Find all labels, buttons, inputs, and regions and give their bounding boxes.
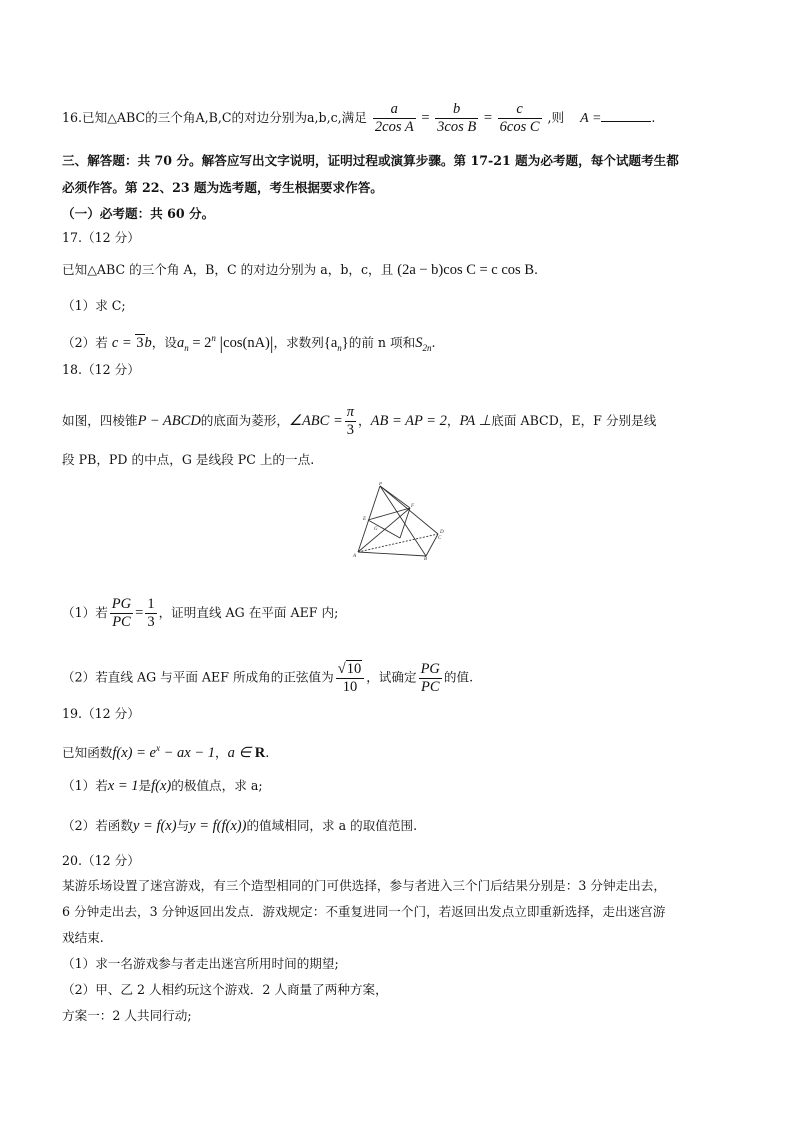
q18-pi-fraction: $\frac{\pi}{3}$: [346, 404, 355, 438]
q20-part1: （1）求一名游戏参与者走出迷宫所用时间的期望;: [62, 956, 339, 971]
section3-part1: （一）必考题：共 60 分。: [62, 206, 215, 221]
q17-header: 17.（12 分）: [62, 230, 140, 245]
q16-suffix: ,则: [547, 110, 565, 125]
q18-pg-pc-fraction: $\frac{PG}{PC}$: [111, 596, 132, 630]
q18-line2: 段 PB，PD 的中点，G 是线段 PC 上的一点.: [62, 452, 315, 467]
q17-stem: 已知△ABC 的三个角 A，B，C 的对边分别为 a，b，c，且 (2a − b)cos C = c cos B.: [62, 262, 539, 278]
q16-answer-label: A =: [580, 111, 602, 126]
q16-line: 16.已知△ABC的三个角A,B,C的对边分别为a,b,c,满足 $\frac{a}{\text{2cos A}}$ = $\frac{b}{\text{3cos B}}$ = $\frac{c}{\text{6cos C}}$ ,则 A = .: [62, 101, 656, 135]
edge-eg: [368, 520, 400, 538]
section3-line1: 三、解答题：共 70 分。解答应写出文字说明，证明过程或演算步骤。第 17-21 题为必考题，每个试题考生都: [62, 153, 679, 168]
label-b: B: [424, 557, 428, 560]
label-g: G: [374, 527, 378, 532]
label-d: D: [440, 530, 444, 535]
label-p: P: [379, 482, 383, 487]
pyramid-figure: [352, 482, 448, 560]
label-a: A: [353, 554, 357, 559]
edge-pa: [358, 486, 380, 552]
label-c: C: [438, 536, 442, 541]
q20-line2: 6 分钟走出去，3 分钟返回出发点．游戏规定：不重复进同一个门，若返回出发点立即重新选择，走出迷宫游: [62, 904, 666, 919]
q20-part2: （2）甲、乙 2 人相约玩这个游戏．2 人商量了两种方案，: [62, 982, 388, 997]
section3-line2: 必须作答。第 22、23 题为选考题，考生根据要求作答。: [62, 180, 383, 195]
label-e: E: [363, 517, 367, 522]
q17-part1: （1）求 C;: [62, 298, 126, 313]
q18-part2: （2）若直线 AG 与平面 AEF 所成角的正弦值为 $\frac{√10}{10}$ ，试确定 $\frac{PG}{PC}$ 的值.: [62, 660, 474, 695]
q17-part2: （2）若 c = 3b，设$a_n = 2^n$ |cos(nA)|，求数列$\{a_n\}$的前 n 项和$S_{2n}$.: [62, 332, 436, 353]
q19-part1: （1）若x = 1是f(x)的极值点，求 a;: [62, 778, 263, 794]
q18-line1: 如图，四棱锥P − ABCD的底面为菱形，∠ABC = $\frac{\pi}{3}$ ，AB = AP = 2，PA ⊥底面 ABCD，E，F 分别是线: [62, 404, 657, 438]
q16-fraction-1: $\frac{a}{\text{2cos A}}$: [374, 101, 414, 135]
q20-header: 20.（12 分）: [62, 853, 140, 868]
label-f: F: [411, 504, 415, 509]
q16-answer-blank: [601, 109, 651, 122]
q18-header: 18.（12 分）: [62, 362, 140, 377]
q16-prefix: 16.已知△ABC的三个角A,B,C的对边分别为a,b,c,满足: [62, 110, 367, 125]
edge-ab: [358, 552, 426, 556]
q20-line3: 戏结束.: [62, 930, 104, 945]
edge-bd: [426, 534, 438, 556]
q18-sqrt10-fraction: $\frac{√10}{10}$: [336, 660, 364, 696]
q17-sqrt: 3: [136, 334, 144, 351]
q18-part1: （1）若 $\frac{PG}{PC}$ = $\frac{1}{3}$ ，证明直线 AG 在平面 AEF 内;: [62, 596, 339, 630]
q19-stem: 已知函数$f(x) = e^x$ − ax − 1，a ∈ R.: [62, 743, 270, 761]
q16-fraction-2: $\frac{b}{\text{3cos B}}$: [437, 101, 477, 135]
q16-fraction-3: $\frac{c}{\text{6cos C}}$: [499, 101, 540, 135]
q17-stem-formula: (2a − b)cos C = c cos B: [397, 262, 534, 278]
edge-ef: [368, 508, 410, 520]
q20-line1: 某游乐场设置了迷宫游戏，有三个造型相同的门可供选择，参与者进入三个门后结果分别是：3 分钟走出去，: [62, 878, 666, 893]
q18-one-third: $\frac{1}{3}$: [147, 596, 155, 630]
q19-header: 19.（12 分）: [62, 706, 140, 721]
q20-plan1: 方案一：2 人共同行动;: [62, 1008, 192, 1023]
q18-pg-pc-fraction-2: $\frac{PG}{PC}$: [420, 660, 440, 695]
q19-part2: （2）若函数y = f(x)与y = f(f(x))的值域相同，求 a 的取值范围.: [62, 818, 418, 834]
